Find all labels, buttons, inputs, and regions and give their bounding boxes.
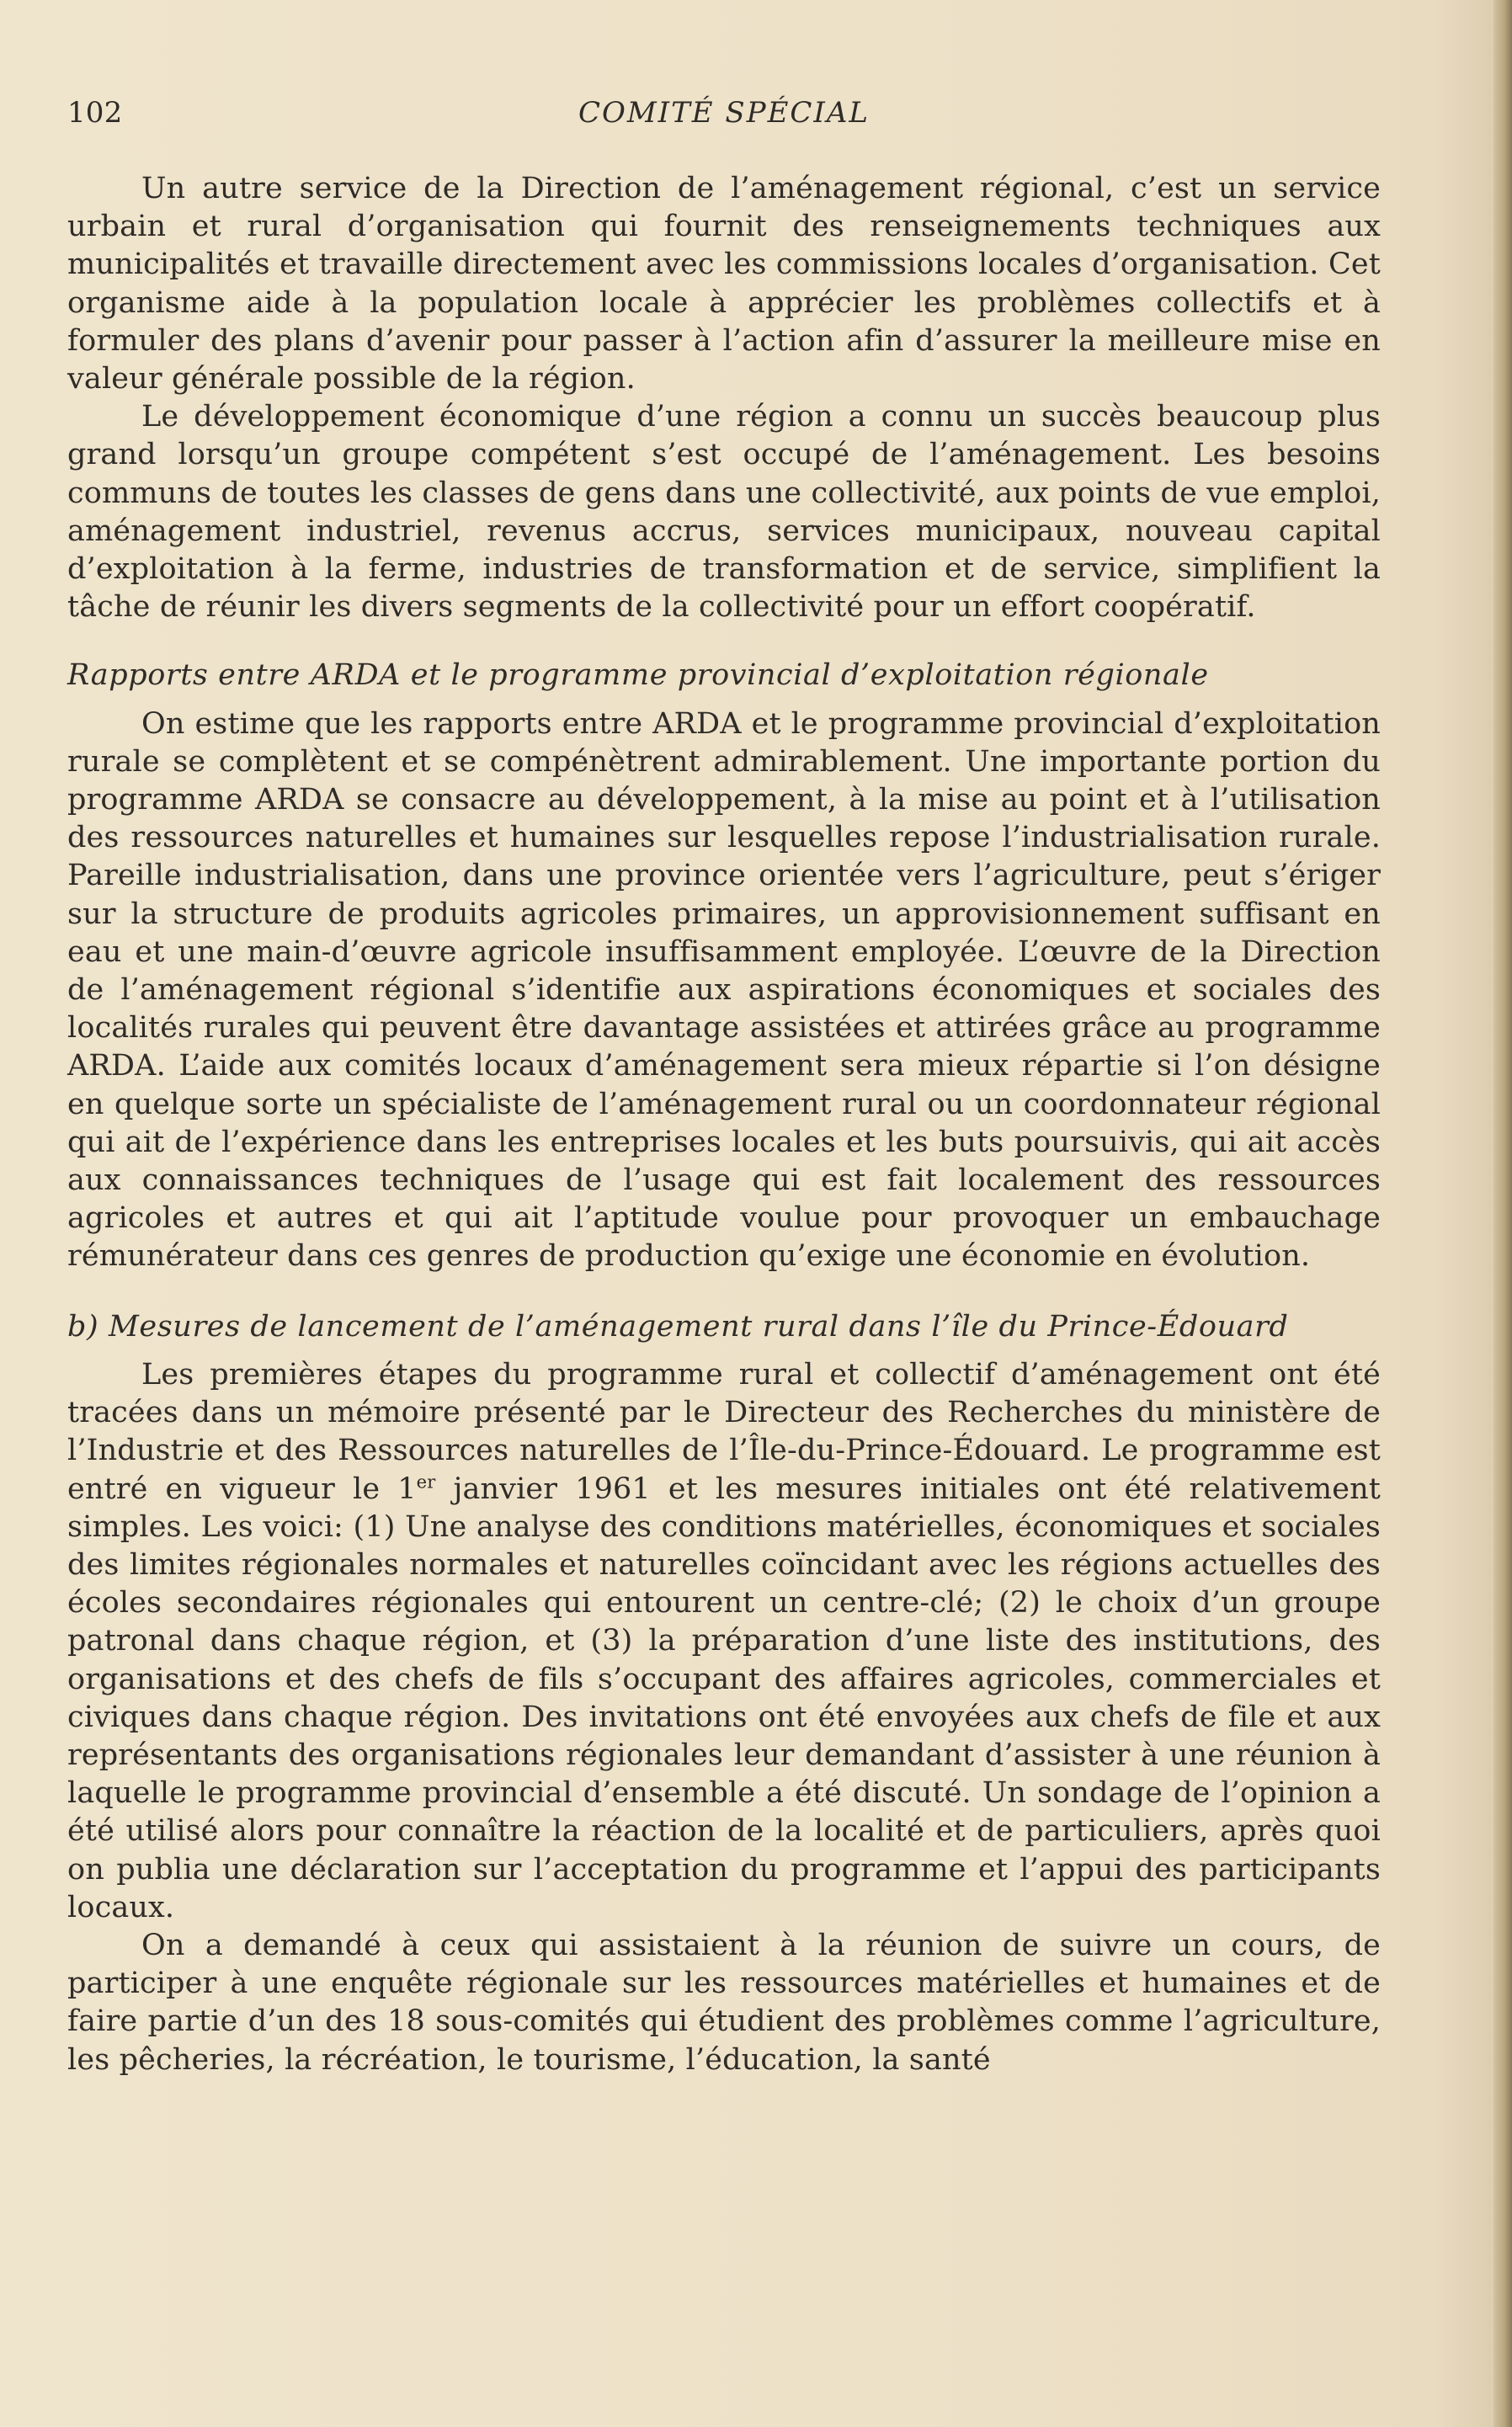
paragraph-b-1 <box>67 1356 1381 1927</box>
section-heading-arda: Rapports entre ARDA et le programme provincial d’exploitation régionale <box>67 658 1209 693</box>
paragraph-intro-1: Un autre service de la Direction de l’aménagement régional, c’est un service urbain et rural d’organisation qui fournit des renseignements techniques aux municipalités et travaille directement avec les commissions locales d’organisation. Cet organisme aide à la population locale à apprécier les problèmes collectifs et à formuler des plans d’avenir pour passer à l’action afin d’assurer la meilleure mise en valeur générale possible de la région. <box>67 172 1381 397</box>
superscript-er: er <box>416 1471 436 1492</box>
paragraph-intro-2: Le développement économique d’une région a connu un succès beaucoup plus grand lorsqu’un groupe compétent s’est occupé de l’aménagement. Les besoins communs de toutes les classes de gens dans une collectivité, aux points de vue emploi, aménagement industriel, revenus accrus, services municipaux, nouveau capital d’exploitation à la ferme, industries de transformation et de service, simplifient la tâche de réunir les divers segments de la collectivité pour un effort coopératif. <box>67 400 1381 625</box>
page-header <box>67 94 1381 136</box>
paragraph-b-1-part-1: Les premières étapes du programme rural et collectif d’aménagement ont été tracées dans un mémoire présenté par le Directeur des Recherches du ministère de l’Industrie et des Ressources naturelles de l’Île-du-Prince-Édouard. Le programme est entré en vigueur le 1 <box>67 1357 1381 1506</box>
section-heading-b: b) Mesures de lancement de l’aménagement rural dans l’île du Prince-Édouard <box>67 1309 1289 1344</box>
paragraph-b-1-part-2: janvier 1961 et les mesures initiales ont été relativement simples. Les voici: (1) Une analyse des conditions matérielles, économiques et sociales des limites régionales normales et naturelles coïncidant avec les régions actuelles des écoles secondaires régionales qui entourent un centre-clé; (2) le choix d’un groupe patronal dans chaque région, et (3) la préparation d’une liste des institutions, des organisations et des chefs de fils s’occupant des affaires agricoles, commerciales et civiques dans chaque région. Des invitations ont été envoyées aux chefs de file et aux représentants des organisations régionales leur demandant d’assister à une réunion à laquelle le programme provincial d’ensemble a été discuté. Un sondage de l’opinion a été utilisé alors pour connaître la réaction de la localité et de particuliers, après quoi on publia une déclaration sur l’acceptation du programme et l’appui des participants locaux. <box>67 1472 1381 1924</box>
paragraph-arda-1: On estime que les rapports entre ARDA et le programme provincial d’exploitation rurale se complètent et se compénètrent admirablement. Une importante portion du programme ARDA se consacre au développement, à la mise au point et à l’utilisation des ressources naturelles et humaines sur lesquelles repose l’industrialisation rurale. Pareille industrialisation, dans une province orientée vers l’agriculture, peut s’ériger sur la structure de produits agricoles primaires, un approvisionnement suffisant en eau et une main-d’œuvre agricole insuffisamment employée. L’œuvre de la Direction de l’aménagement régional s’identifie aux aspirations économiques et sociales des localités rurales qui peuvent être davantage assistées et attirées grâce au programme ARDA. L’aide aux comités locaux d’aménagement sera mieux répartie si l’on désigne en quelque sorte un spécialiste de l’aménagement rural ou un coordonnateur régional qui ait de l’expérience dans les entreprises locales et les buts poursuivis, qui ait accès aux connaissances techniques de l’usage qui est fait localement des ressources agricoles et autres et qui ait l’aptitude voulue pour provoquer un embauchage rémunérateur dans ces genres de production qu’exige une économie en évolution. <box>67 706 1381 1274</box>
running-head: COMITÉ SPÉCIAL <box>578 96 870 130</box>
page-number: 102 <box>67 96 123 130</box>
paragraph-b-2: On a demandé à ceux qui assistaient à la réunion de suivre un cours, de participer à une enquête régionale sur les ressources matérielles et humaines et de faire partie d’un des 18 sous-comités qui étudient des problèmes comme l’agriculture, les pêcheries, la récréation, le tourisme, l’éducation, la santé <box>67 1928 1381 2077</box>
page-edge <box>1493 0 1512 2427</box>
page-content <box>67 94 1381 2079</box>
